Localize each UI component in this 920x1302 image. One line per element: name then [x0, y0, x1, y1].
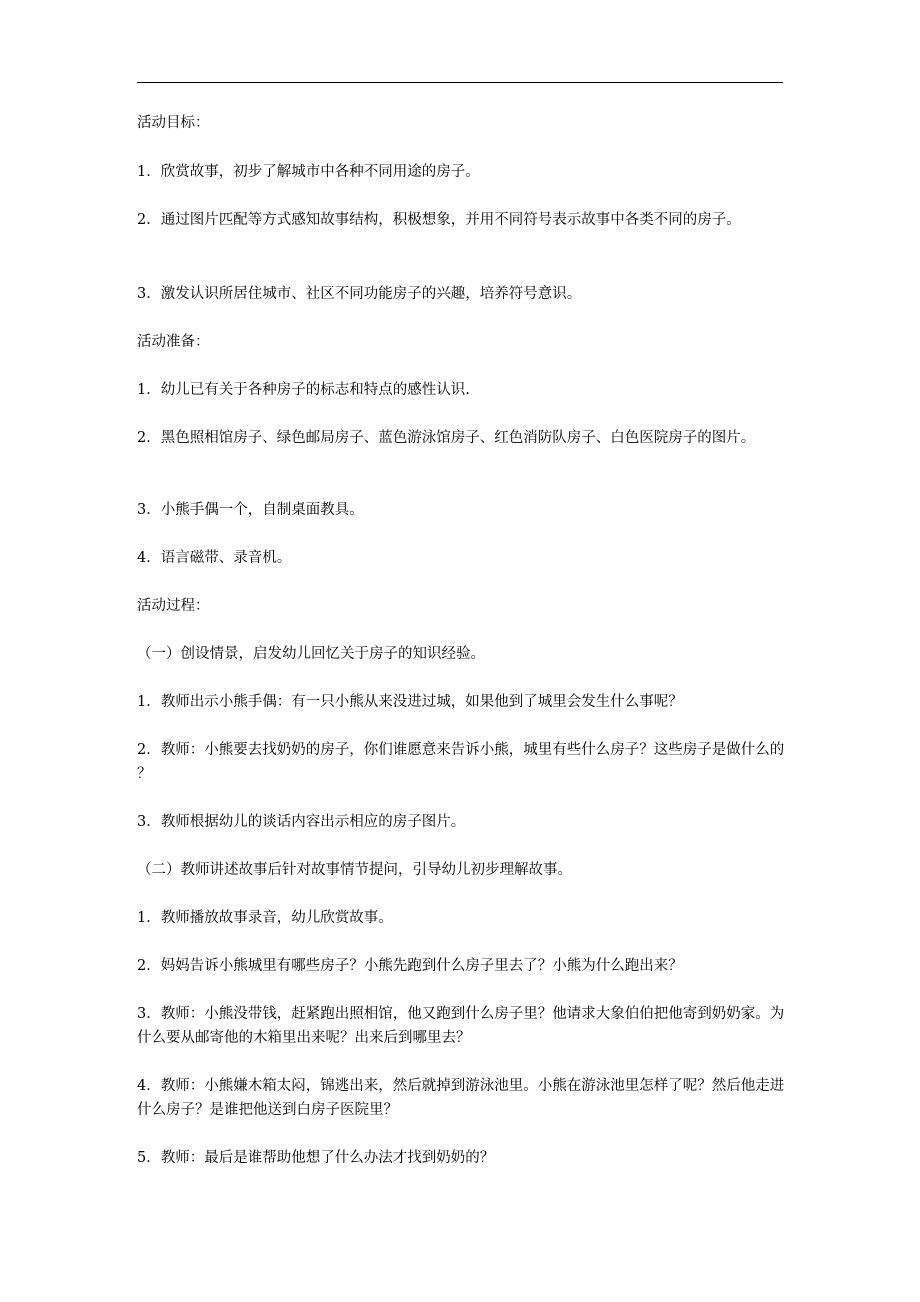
- section-2-item-2: 2．妈妈告诉小熊城里有哪些房子？小熊先跑到什么房子里去了？小熊为什么跑出来？: [137, 958, 683, 974]
- goal-1: 1．欣赏故事，初步了解城市中各种不同用途的房子。: [137, 164, 480, 180]
- goal-2: 2．通过图片匹配等方式感知故事结构，积极想象，并用不同符号表示故事中各类不同的房子。: [137, 212, 741, 228]
- section-2-title: （二）教师讲述故事后针对故事情节提问，引导幼儿初步理解故事。: [137, 862, 572, 878]
- prep-1: 1．幼儿已有关于各种房子的标志和特点的感性认识.: [137, 382, 470, 398]
- section-2-item-4: 4．教师：小熊嫌木箱太闷，锦逃出来，然后就掉到游泳池里。小熊在游泳池里怎样了呢？然后他走进什么房子？是谁把他送到白房子医院里？: [137, 1078, 785, 1118]
- section-1-item-1: 1．教师出示小熊手偶：有一只小熊从来没进过城，如果他到了城里会发生什么事呢？: [137, 694, 683, 710]
- heading-preparation: 活动准备：: [137, 334, 210, 350]
- section-1-item-2: 2．教师：小熊要去找奶奶的房子，你们谁愿意来告诉小熊，城里有些什么房子？这些房子是做什么的 ？: [137, 742, 785, 782]
- heading-process: 活动过程：: [137, 598, 210, 614]
- section-2-item-5: 5．教师：最后是谁帮助他想了什么办法才找到奶奶的？: [137, 1150, 495, 1166]
- section-2-item-3: 3．教师：小熊没带钱，赶紧跑出照相馆，他又跑到什么房子里？他请求大象伯伯把他寄到奶奶家。为什么要从邮寄他的木箱里出来呢？出来后到哪里去？: [137, 1006, 785, 1046]
- prep-2: 2．黑色照相馆房子、绿色邮局房子、蓝色游泳馆房子、红色消防队房子、白色医院房子的图片。: [137, 430, 756, 446]
- heading-goals: 活动目标：: [137, 115, 210, 131]
- prep-3: 3．小熊手偶一个，自制桌面教具。: [137, 502, 364, 518]
- section-1-title: （一）创设情景，启发幼儿回忆关于房子的知识经验。: [137, 646, 485, 662]
- section-1-item-3: 3．教师根据幼儿的谈话内容出示相应的房子图片。: [137, 814, 466, 830]
- goal-3: 3．激发认识所居住城市、社区不同功能房子的兴趣，培养符号意识。: [137, 286, 582, 302]
- section-2-item-1: 1．教师播放故事录音，幼儿欣赏故事。: [137, 910, 393, 926]
- prep-4: 4．语言磁带、录音机。: [137, 550, 292, 566]
- header-rule: [137, 82, 783, 83]
